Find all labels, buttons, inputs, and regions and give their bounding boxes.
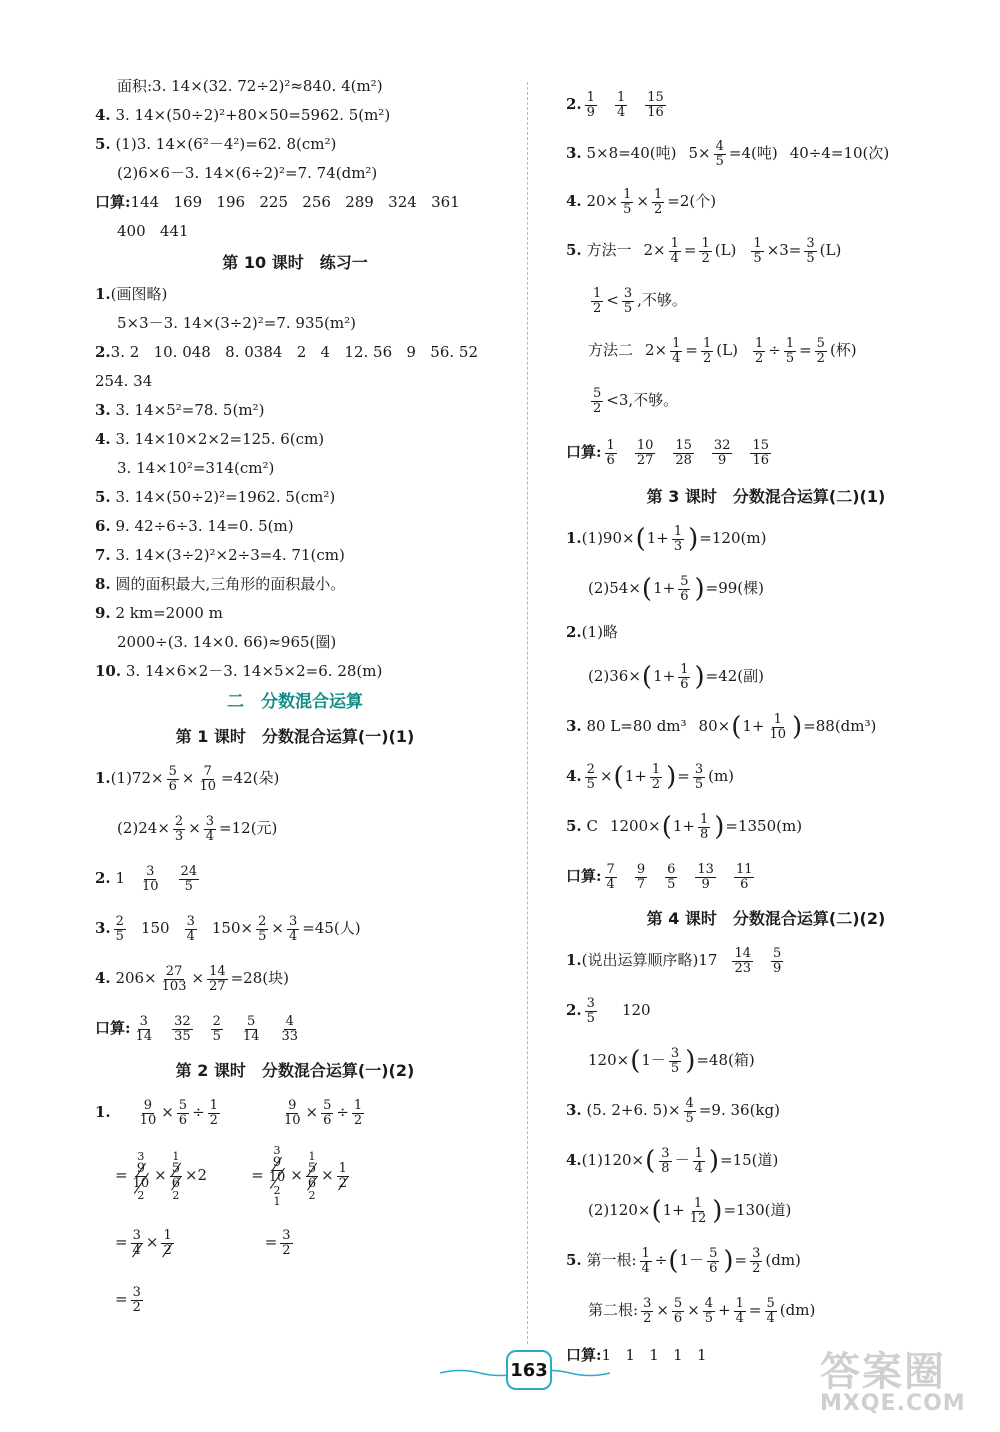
fraction: $\frac{1}{4}$	[694, 1145, 703, 1176]
fraction: $\frac{9}{10}$	[283, 1097, 301, 1128]
answer-line: 3. 5×8=40(吨) 5× $\frac{4}{5}$ =4(吨) 40÷4=10(次)	[566, 138, 890, 169]
fraction: $\frac{1}{4}$	[672, 335, 681, 366]
fraction: $\frac{5}{14}$	[242, 1013, 260, 1044]
fraction: $\frac{1}{4}$	[735, 1295, 744, 1326]
fraction: $\frac{1}{4}$	[616, 89, 626, 120]
fraction: $\frac{1}{2}$	[651, 761, 661, 792]
kousuan-line: 口算: $\frac{7}{4}$ $\frac{9}{7}$ $\frac{6}{5}$ $\frac{13}{9}$ $\frac{11}{6}$	[566, 861, 753, 892]
fraction: 1 5 6 2	[307, 1149, 317, 1203]
answer-line: 1. (1)72× $\frac{5}{6}$ × $\frac{7}{10}$ =42(朵)	[95, 763, 280, 794]
fraction: $\frac{2}{5}$	[258, 913, 267, 944]
fraction: $\frac{3}{2}$	[132, 1284, 141, 1315]
answer-line: 2. 1 $\frac{3}{10}$ $\frac{24}{5}$	[95, 863, 198, 894]
answer-line: (2)54× ( 1+ $\frac{5}{6}$ ) =99(棵)	[588, 573, 764, 604]
answer-line: 1. (说出运算顺序略)17 $\frac{14}{23}$ $\frac{5}{9}$	[566, 945, 782, 976]
answer-line: 5. 方法一 2× $\frac{1}{4}$ = $\frac{1}{2}$ (L) $\frac{1}{5}$ ×3= $\frac{3}{5}$ (L)	[566, 235, 842, 266]
fraction: $\frac{4}{33}$	[281, 1013, 299, 1044]
fraction: $\frac{3}{10}$	[142, 863, 159, 894]
fraction: $\frac{1}{2}$	[754, 335, 764, 366]
fraction: $\frac{1}{2}$	[703, 335, 712, 366]
kousuan-line: 口算: 1 1 1 1 1	[566, 1346, 707, 1365]
answer-line: 4. 20× $\frac{1}{5}$ × $\frac{1}{2}$ =2(个)	[566, 186, 717, 217]
fraction: $\frac{5}{6}$	[168, 763, 177, 794]
answer-line: 2. (1)略	[566, 623, 618, 642]
fraction: $\frac{1}{4}$	[641, 1245, 650, 1276]
fraction: $\frac{14}{23}$	[734, 945, 752, 976]
answer-line: = $\frac{3}{2}$	[115, 1284, 141, 1315]
answer-line: 2000÷(3. 14×0. 66)≈965(圈)	[117, 632, 337, 651]
fraction: $\frac{3}{5}$	[586, 995, 595, 1026]
page-number: 163	[506, 1350, 552, 1390]
answer-line: 5×3－3. 14×(3÷2)²=7. 935(m²)	[117, 313, 356, 332]
answer-line: 口算: 144 169 196 225 256 289 324 361	[95, 192, 460, 211]
answer-line: 6. 9. 42÷6÷3. 14=0. 5(m)	[95, 516, 294, 535]
fraction: $\frac{1}{2}$	[353, 1097, 363, 1128]
fraction: $\frac{1}{10}$	[769, 711, 787, 742]
fraction: $\frac{1}{5}$	[623, 186, 632, 217]
column-divider	[527, 82, 528, 1344]
fraction: $\frac{9}{10}$	[139, 1097, 157, 1128]
fraction: $\frac{5}{9}$	[773, 945, 782, 976]
fraction: $\frac{5}{4}$	[766, 1295, 775, 1326]
answer-line: (2)24× $\frac{2}{3}$ × $\frac{3}{4}$ =12(元)	[117, 813, 278, 844]
answer-line: 2. $\frac{1}{9}$ $\frac{1}{4}$ $\frac{15}{16}$	[566, 89, 664, 120]
answer-line: 2. $\frac{3}{5}$ 120	[566, 995, 651, 1026]
fraction: $\frac{1}{5}$	[753, 235, 762, 266]
fraction: $\frac{1}{6}$	[606, 437, 615, 468]
fraction: $\frac{5}{2}$	[593, 385, 602, 416]
answer-line: 5. C 1200× ( 1+ $\frac{1}{8}$ ) =1350(m)	[566, 811, 803, 842]
fraction: $\frac{3}{5}$	[806, 235, 815, 266]
fraction: $\frac{1}{2}$	[653, 186, 663, 217]
fraction: $\frac{1}{12}$	[689, 1195, 707, 1226]
fraction: $\frac{1}{8}$	[699, 811, 709, 842]
fraction: $\frac{1}{5}$	[785, 335, 795, 366]
left-column	[95, 72, 495, 1328]
fraction: $\frac{3}{2}$	[282, 1227, 291, 1258]
fraction: $\frac{15}{28}$	[675, 437, 692, 468]
page-footer	[440, 1350, 610, 1390]
fraction: $\frac{5}{6}$	[680, 573, 689, 604]
fraction: $\frac{7}{10}$	[199, 763, 216, 794]
fraction: $\frac{2}{5}$	[115, 913, 124, 944]
fraction: $\frac{3}{4}$	[186, 913, 195, 944]
answer-line: 10. 3. 14×6×2－3. 14×5×2=6. 28(m)	[95, 661, 383, 680]
fraction: $\frac{3}{5}$	[623, 285, 633, 316]
fraction: $\frac{3}{4}$	[205, 813, 215, 844]
fraction: $\frac{1}{2}$	[701, 235, 710, 266]
fraction: $\frac{32}{9}$	[713, 437, 731, 468]
fraction: $\frac{5}{6}$	[709, 1245, 718, 1276]
fraction: $\frac{6}{5}$	[667, 861, 676, 892]
answer-line: (2)120× ( 1+ $\frac{1}{12}$ ) =130(道)	[588, 1195, 792, 1226]
answer-line: 4. 3. 14×10×2×2=125. 6(cm)	[95, 429, 325, 448]
fraction: $\frac{5}{6}$	[178, 1097, 188, 1128]
fraction: $\frac{2}{3}$	[174, 813, 184, 844]
answer-line: 120× ( 1－ $\frac{3}{5}$ ) =48(箱)	[588, 1045, 755, 1076]
answer-line: 7. 3. 14×(3÷2)²×2÷3=4. 71(cm)	[95, 545, 345, 564]
fraction: $\frac{1}{2}$	[593, 285, 602, 316]
answer-line: (2)6×6－3. 14×(6÷2)²=7. 74(dm²)	[117, 163, 378, 182]
fraction: $\frac{3}{14}$	[135, 1013, 153, 1044]
fraction: $\frac{3}{5}$	[694, 761, 704, 792]
fraction: $\frac{1}{2}$	[209, 1097, 218, 1128]
answer-line: 400 441	[117, 221, 189, 240]
answer-line: 4. (1)120× ( $\frac{3}{8}$ － $\frac{1}{4}$ ) =15(道)	[566, 1145, 779, 1176]
fraction: $\frac{1}{2}$	[338, 1160, 347, 1191]
fraction: $\frac{2}{5}$	[212, 1013, 221, 1044]
fraction: $\frac{4}{5}$	[715, 138, 724, 169]
fraction: $\frac{1}{4}$	[670, 235, 679, 266]
fraction: 1 5 6 2	[171, 1149, 180, 1203]
fraction: $\frac{2}{5}$	[586, 761, 595, 792]
fraction: 3 9 10 2	[132, 1149, 150, 1203]
fraction: $\frac{11}{6}$	[735, 861, 753, 892]
answer-line: 第二根: $\frac{3}{2}$ × $\frac{5}{6}$ × $\frac{4}{5}$ + $\frac{1}{4}$ = $\frac{5}{4}$ (dm)	[588, 1295, 816, 1326]
answer-line: 5. 3. 14×(50÷2)²=1962. 5(cm²)	[95, 487, 336, 506]
answer-line: 4. 3. 14×(50÷2)²+80×50=5962. 5(m²)	[95, 105, 391, 124]
answer-line: = 3 9 10 2 × 1 5 6 2 ×2 = 3 9 10 2 1 × 1 5 6 2 × $\frac{1}{2}$	[115, 1144, 347, 1208]
answer-line: 3. $\frac{2}{5}$ 150 $\frac{3}{4}$ 150× $\frac{2}{5}$ × $\frac{3}{4}$ =45(人)	[95, 913, 361, 944]
lesson-title: 第 1 课时 分数混合运算(一)(1)	[175, 726, 415, 746]
fraction: $\frac{15}{16}$	[647, 89, 664, 120]
answer-line: 3. (5. 2+6. 5)× $\frac{4}{5}$ =9. 36(kg)	[566, 1095, 780, 1126]
answer-line: $\frac{1}{2}$ < $\frac{3}{5}$ ,不够。	[593, 285, 687, 316]
fraction: $\frac{27}{103}$	[161, 963, 187, 994]
fraction: $\frac{3}{4}$	[288, 913, 298, 944]
fraction: $\frac{5}{2}$	[816, 335, 825, 366]
answer-line: 3. 80 L=80 dm³ 80× ( 1+ $\frac{1}{10}$ ) =88(dm³)	[566, 711, 877, 742]
fraction: $\frac{4}{5}$	[685, 1095, 694, 1126]
fraction: $\frac{1}{6}$	[680, 661, 689, 692]
answer-line: 5. 第一根: $\frac{1}{4}$ ÷ ( 1－ $\frac{5}{6}$ ) = $\frac{3}{2}$ (dm)	[566, 1245, 801, 1276]
fraction: $\frac{1}{9}$	[586, 89, 595, 120]
answer-line: 4. $\frac{2}{5}$ × ( 1+ $\frac{1}{2}$ ) = $\frac{3}{5}$ (m)	[566, 761, 735, 792]
answer-line: (2)36× ( 1+ $\frac{1}{6}$ ) =42(副)	[588, 661, 764, 692]
answer-line: 9. 2 km=2000 m	[95, 603, 223, 622]
fraction: 3 9 10 2 1	[268, 1144, 286, 1208]
answer-line: 3. 3. 14×5²=78. 5(m²)	[95, 400, 265, 419]
answer-line: $\frac{5}{2}$ <3,不够。	[593, 385, 679, 416]
answer-line: 1. $\frac{9}{10}$ × $\frac{5}{6}$ ÷ $\frac{1}{2}$ $\frac{9}{10}$ × $\frac{5}{6}$ ÷ $\frac{1}{2}$	[95, 1097, 363, 1128]
answer-line: 5. (1)3. 14×(6²－4²)=62. 8(cm²)	[95, 134, 337, 153]
answer-line: 8. 圆的面积最大,三角形的面积最小。	[95, 574, 346, 593]
lesson-title: 第 10 课时 练习一	[222, 252, 368, 272]
fraction: $\frac{4}{5}$	[704, 1295, 714, 1326]
answer-line: = $\frac{3}{4}$ × $\frac{1}{2}$ = $\frac{3}{2}$	[115, 1227, 291, 1258]
section-title: 二 分数混合运算	[227, 692, 363, 713]
fraction: $\frac{15}{16}$	[752, 437, 770, 468]
lesson-title: 第 3 课时 分数混合运算(二)(1)	[646, 486, 886, 506]
fraction: $\frac{32}{35}$	[174, 1013, 191, 1044]
answer-line: 面积:3. 14×(32. 72÷2)²≈840. 4(m²)	[117, 76, 383, 95]
answer-line: 方法二 2× $\frac{1}{4}$ = $\frac{1}{2}$ (L) $\frac{1}{2}$ ÷ $\frac{1}{5}$ = $\frac{5}{2}$ (杯)	[588, 335, 857, 366]
kousuan-line: 口算: $\frac{1}{6}$ $\frac{10}{27}$ $\frac{15}{28}$ $\frac{32}{9}$ $\frac{15}{16}$	[566, 437, 770, 468]
answer-line: 254. 34	[95, 371, 153, 390]
fraction: $\frac{5}{6}$	[673, 1295, 683, 1326]
right-column	[566, 80, 966, 1376]
fraction: $\frac{10}{27}$	[636, 437, 654, 468]
fraction: $\frac{3}{2}$	[752, 1245, 761, 1276]
lesson-title: 第 2 课时 分数混合运算(一)(2)	[175, 1060, 415, 1080]
fraction: $\frac{3}{4}$	[132, 1227, 141, 1258]
fraction: $\frac{14}{27}$	[209, 963, 226, 994]
fraction: $\frac{3}{8}$	[661, 1145, 670, 1176]
fraction: $\frac{5}{6}$	[323, 1097, 332, 1128]
fraction: $\frac{3}{2}$	[643, 1295, 652, 1326]
fraction: $\frac{24}{5}$	[180, 863, 198, 894]
fraction: $\frac{7}{4}$	[606, 861, 615, 892]
lesson-title: 第 4 课时 分数混合运算(二)(2)	[646, 908, 886, 928]
kousuan-line: 口算: $\frac{3}{14}$ $\frac{32}{35}$ $\frac{2}{5}$ $\frac{5}{14}$ $\frac{4}{33}$	[95, 1013, 299, 1044]
fraction: $\frac{13}{9}$	[697, 861, 714, 892]
answer-line: 1. (1)90× ( 1+ $\frac{1}{3}$ ) =120(m)	[566, 523, 767, 554]
answer-line: 2. 3. 2 10. 048 8. 0384 2 4 12. 56 9 56. 52	[95, 342, 478, 361]
fraction: $\frac{3}{5}$	[670, 1045, 680, 1076]
fraction: $\frac{1}{2}$	[163, 1227, 172, 1258]
fraction: $\frac{1}{3}$	[673, 523, 683, 554]
answer-line: 3. 14×10²=314(cm²)	[117, 458, 275, 477]
watermark: 答案圈 MXQE.COM	[820, 1349, 966, 1416]
fraction: $\frac{9}{7}$	[636, 861, 646, 892]
answer-line: 4. 206× $\frac{27}{103}$ × $\frac{14}{27}$ =28(块)	[95, 963, 289, 994]
answer-line: 1. (画图略)	[95, 284, 168, 303]
